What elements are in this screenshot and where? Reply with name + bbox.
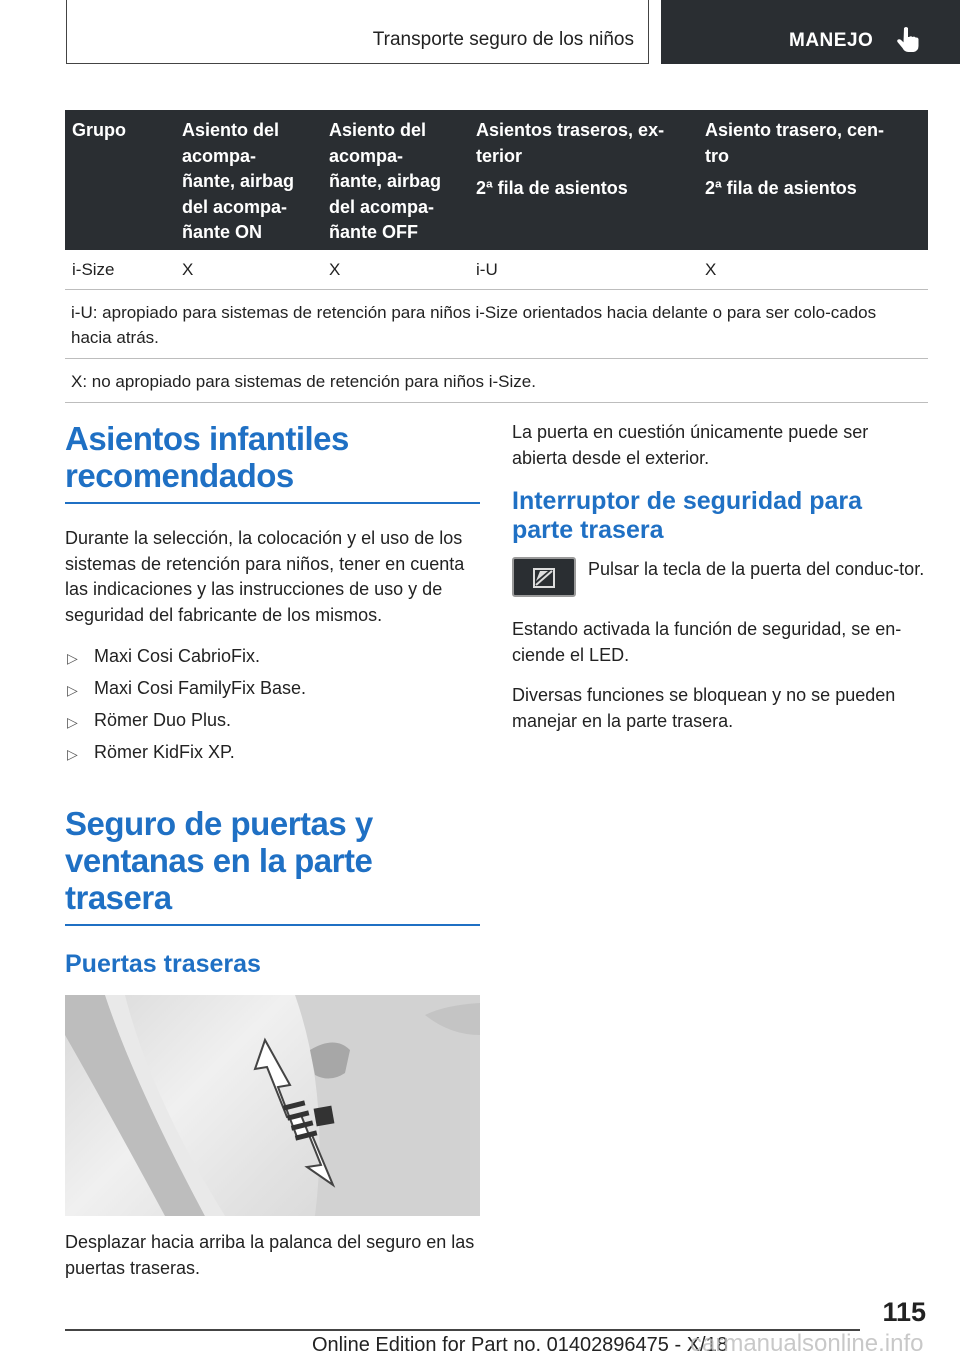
header-section-title: Transporte seguro de los niños bbox=[372, 29, 634, 50]
button-instruction bbox=[512, 557, 928, 607]
page-number: 115 bbox=[882, 1297, 926, 1327]
cell-rear-center: X bbox=[705, 260, 717, 279]
list-item: ▷ Maxi Cosi CabrioFix. bbox=[65, 644, 480, 669]
intro-paragraph: Durante la selección, la colocación y el uso de los sistemas de retención para niños, tener en cuenta las indicaciones y las instrucciones de uso y de seguridad del fabricante de los mismos. bbox=[65, 528, 465, 625]
heading-rule bbox=[65, 502, 480, 504]
footer-edition: Online Edition for Part no. 01402896475 - X/18 bbox=[312, 1334, 728, 1356]
th-rear-center: Asiento trasero, cen- tro 2ª fila de asientos bbox=[705, 120, 885, 198]
header-chapter-title: MANEJO bbox=[789, 30, 874, 51]
cell-airbag-off: X bbox=[329, 260, 341, 279]
list-item: ▷ Römer Duo Plus. bbox=[65, 708, 480, 733]
table-header bbox=[65, 110, 928, 250]
child-lock-button-image bbox=[512, 557, 576, 597]
right-column bbox=[512, 420, 928, 734]
triangle-right-outline-icon: ▷ bbox=[67, 714, 78, 730]
header-chapter-tab bbox=[661, 0, 960, 64]
paragraph-door-exterior: La puerta en cuestión únicamente puede ser abierta desde el exterior. bbox=[512, 422, 869, 468]
left-column bbox=[65, 420, 480, 1281]
header-section-tab bbox=[66, 0, 649, 64]
th-passenger-airbag-off: Asiento del acompa- ñante, airbag del acompa- ñante OFF bbox=[329, 120, 442, 242]
heading-rear-doors: Puertas traseras bbox=[65, 950, 261, 978]
triangle-right-outline-icon: ▷ bbox=[67, 746, 78, 762]
table-row bbox=[65, 250, 928, 290]
paragraph-functions-blocked: Diversas funciones se bloquean y no se pueden manejar en la parte trasera. bbox=[512, 685, 896, 731]
heading-rule bbox=[65, 924, 480, 926]
door-lock-illustration bbox=[65, 995, 480, 1216]
paragraph-led: Estando activada la función de seguridad, se en-ciende el LED. bbox=[512, 619, 902, 665]
list-item: ▷ Maxi Cosi FamilyFix Base. bbox=[65, 676, 480, 701]
th-grupo: Grupo bbox=[72, 120, 126, 140]
th-rear-outer: Asientos traseros, ex- terior 2ª fila de asientos bbox=[476, 120, 665, 198]
button-instruction-text: Pulsar la tecla de la puerta del conduc-tor. bbox=[588, 559, 925, 579]
triangle-right-outline-icon: ▷ bbox=[67, 682, 78, 698]
cell-rear-outer: i-U bbox=[476, 260, 498, 279]
table-note: X: no apropiado para sistemas de retención para niños i-Size. bbox=[65, 359, 928, 403]
triangle-right-outline-icon: ▷ bbox=[67, 650, 78, 666]
door-lock-photo bbox=[65, 995, 480, 1216]
cell-airbag-on: X bbox=[182, 260, 194, 279]
th-passenger-airbag-on: Asiento del acompa- ñante, airbag del acompa- ñante ON bbox=[182, 120, 295, 242]
watermark: carmanualsonline.info bbox=[690, 1330, 924, 1357]
photo-caption: Desplazar hacia arriba la palanca del seguro en las puertas traseras. bbox=[65, 1232, 475, 1278]
list-item: ▷ Römer KidFix XP. bbox=[65, 740, 480, 765]
table-note: i-U: apropiado para sistemas de retención para niños i-Size orientados hacia delante o para ser colo-cados hacia atrás. bbox=[65, 290, 928, 359]
heading-recommended-seats: Asientos infantiles recomendados bbox=[65, 420, 349, 494]
cell-grupo: i-Size bbox=[72, 260, 115, 279]
heading-rear-lock: Seguro de puertas y ventanas en la parte trasera bbox=[65, 805, 373, 916]
window-lock-icon bbox=[514, 559, 574, 595]
pointing-hand-icon bbox=[895, 26, 921, 54]
seat-list bbox=[65, 644, 480, 765]
heading-safety-switch: Interruptor de seguridad para parte trasera bbox=[512, 487, 863, 544]
i-size-table bbox=[65, 110, 928, 403]
